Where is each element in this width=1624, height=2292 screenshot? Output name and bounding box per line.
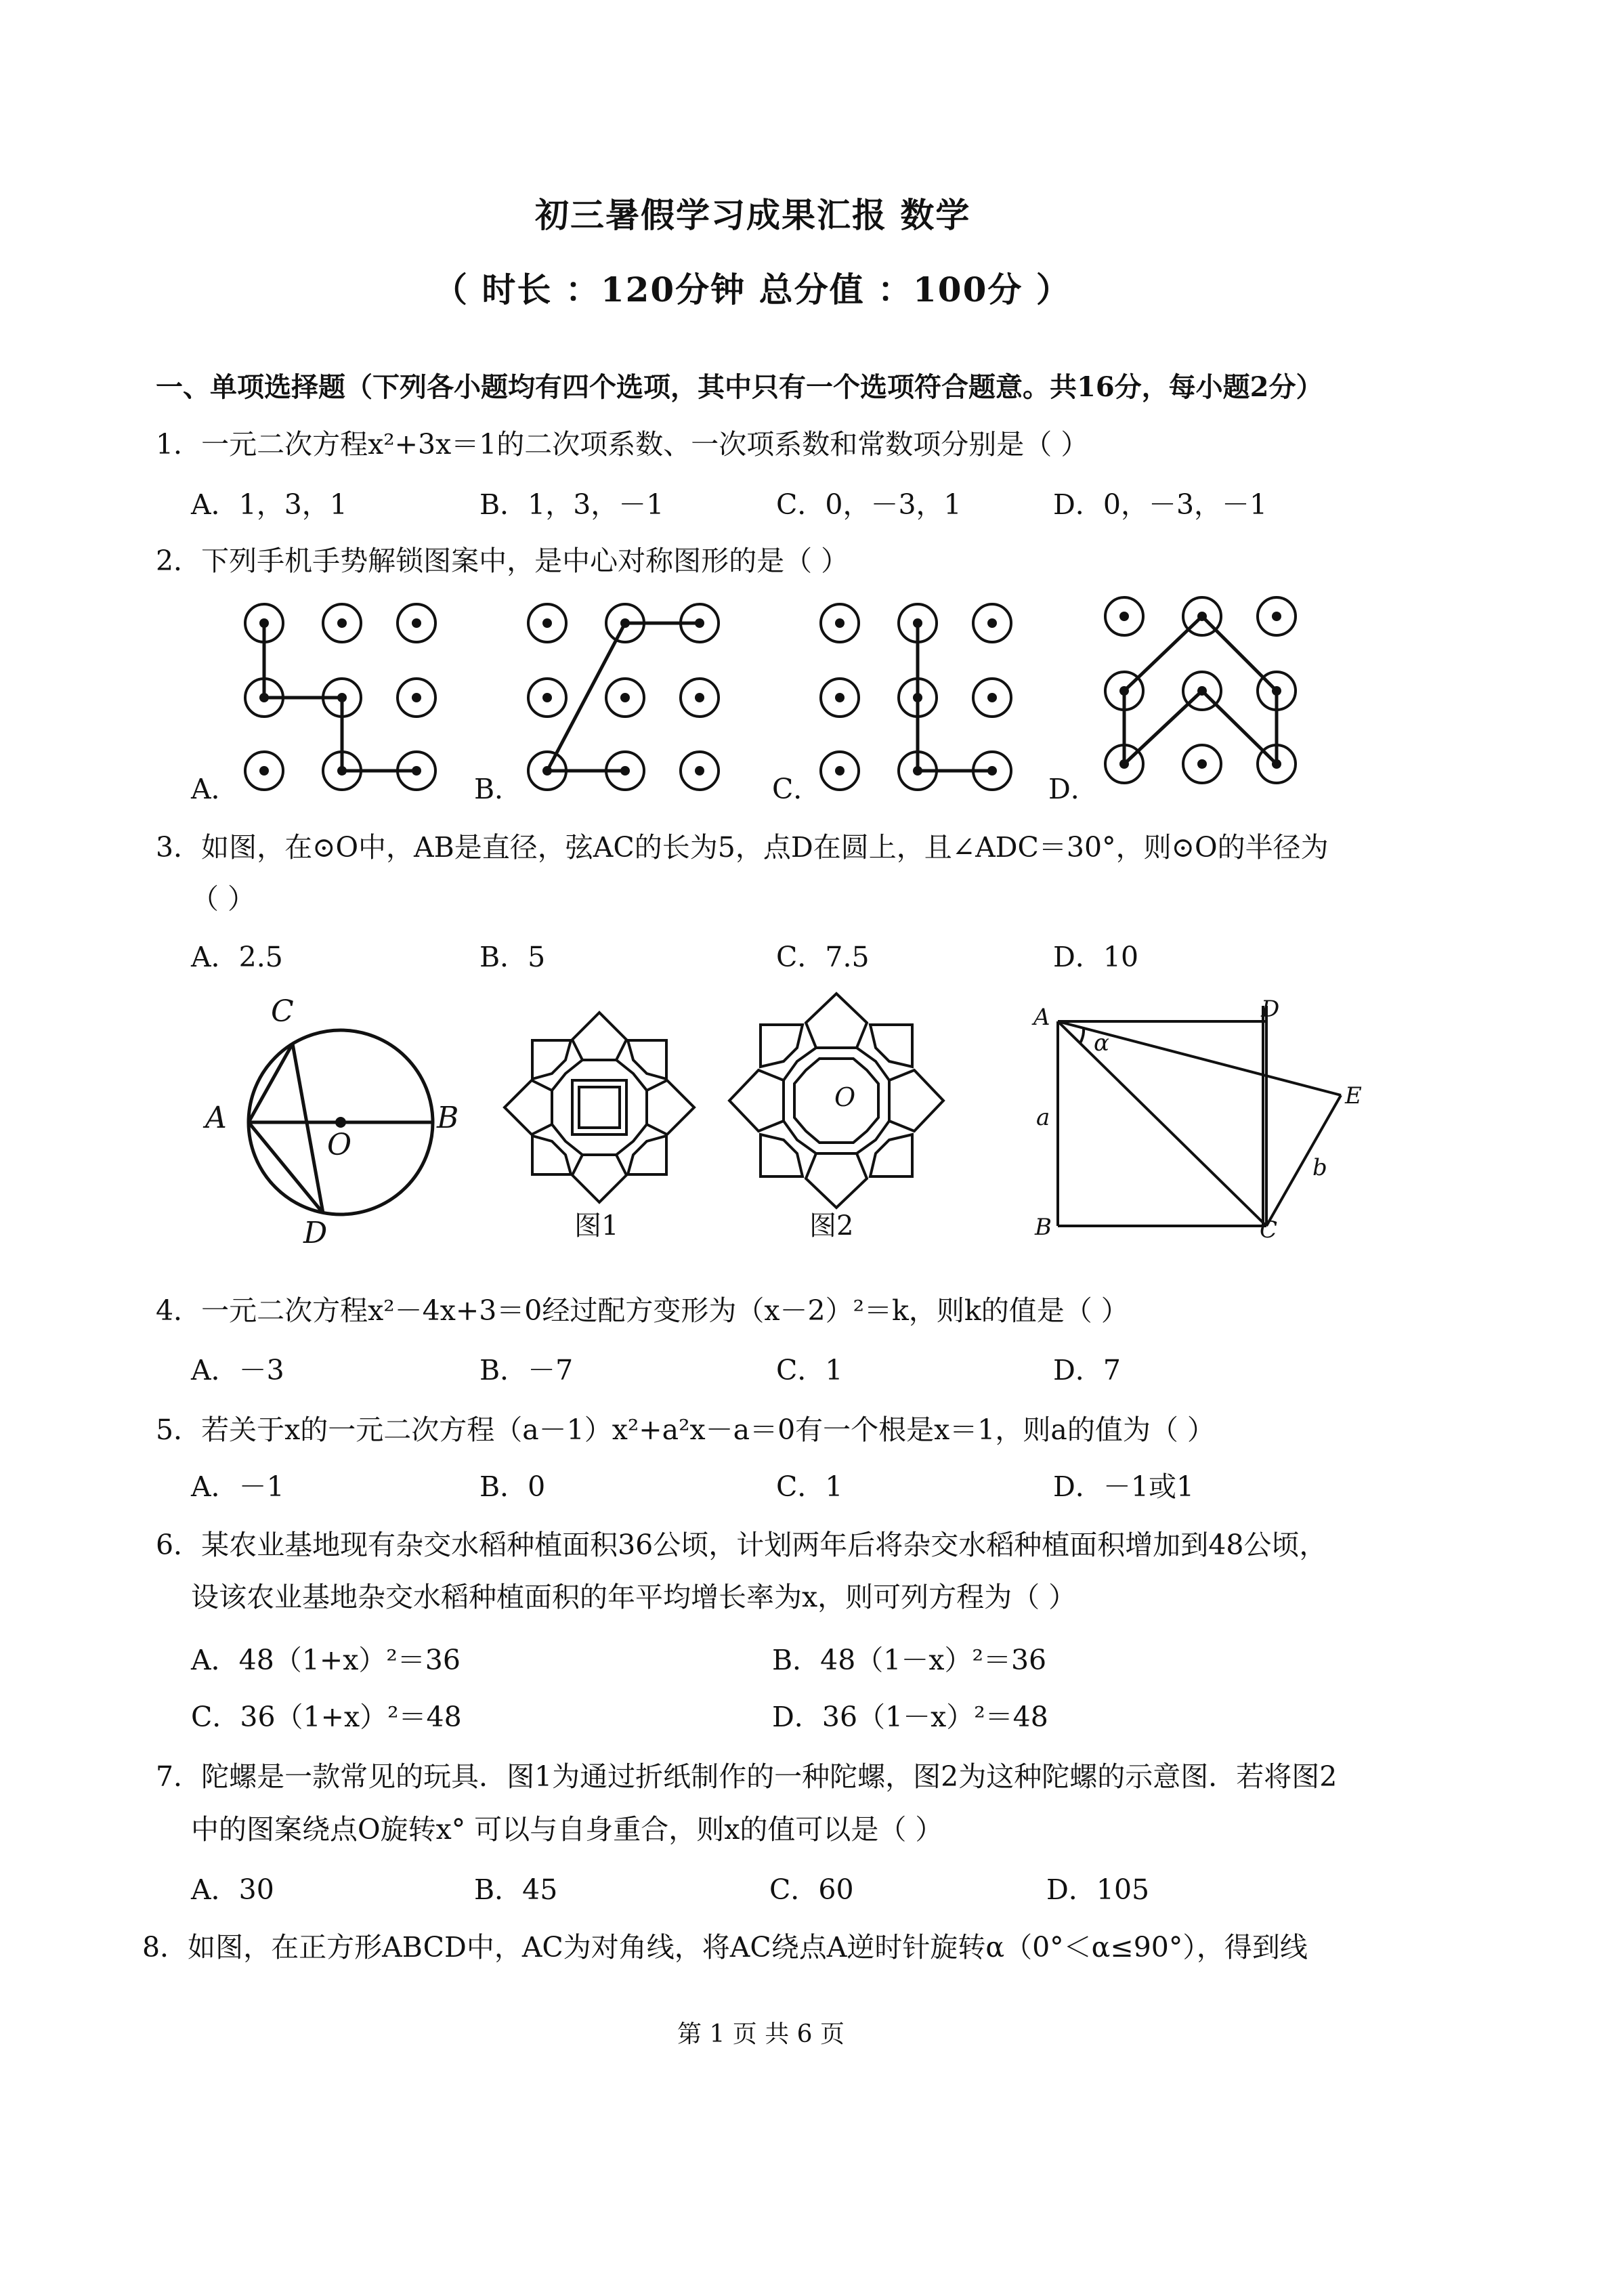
q4-option-b[interactable]: B．－7 <box>479 1354 574 1386</box>
q3-option-a[interactable]: A．2.5 <box>191 941 283 973</box>
q4-option-d[interactable]: D．7 <box>1053 1354 1121 1386</box>
square-label-c: C <box>1260 1216 1278 1244</box>
figure-1-spinner <box>505 1009 694 1206</box>
circle-label-c: C <box>271 994 294 1029</box>
question-1-stem: 1．一元二次方程x²+3x＝1的二次项系数、一次项系数和常数项分别是（ ） <box>156 428 1089 461</box>
q2-option-a-label: A． <box>191 773 239 805</box>
square-label-d: D <box>1261 996 1280 1023</box>
question-3-stem: 3．如图，在⊙O中，AB是直径，弦AC的长为5，点D在圆上，且∠ADC＝30°，则⊙O的半径为 <box>156 831 1329 864</box>
q1-option-c[interactable]: C．0，－3，1 <box>776 488 962 521</box>
square-label-side-b: b <box>1312 1154 1327 1181</box>
q5-option-b[interactable]: B．0 <box>479 1470 546 1503</box>
unlock-pattern-b[interactable] <box>513 596 730 792</box>
q4-option-c[interactable]: C．1 <box>776 1354 843 1386</box>
question-7-stem-cont: 中的图案绕点O旋转x° 可以与自身重合，则x的值可以是（ ） <box>191 1813 943 1846</box>
q6-option-b[interactable]: B．48（1－x）²＝36 <box>772 1644 1047 1676</box>
q5-option-d[interactable]: D．－1或1 <box>1053 1470 1195 1503</box>
q7-option-c[interactable]: C．60 <box>769 1873 854 1906</box>
unlock-pattern-c[interactable] <box>806 596 1023 792</box>
q1-option-b[interactable]: B．1，3，－1 <box>479 488 664 521</box>
section-heading: 一、单项选择题（下列各小题均有四个选项，其中只有一个选项符合题意。共16分，每小题2分） <box>156 371 1323 403</box>
question-6-stem-cont: 设该农业基地杂交水稻种植面积的年平均增长率为x，则可列方程为（ ） <box>191 1581 1077 1613</box>
figure-1-caption: 图1 <box>574 1210 619 1242</box>
q4-option-a[interactable]: A．－3 <box>191 1354 284 1386</box>
q6-option-a[interactable]: A．48（1+x）²＝36 <box>191 1644 461 1676</box>
square-label-b: B <box>1035 1214 1052 1241</box>
q6-option-c[interactable]: C．36（1+x）²＝48 <box>191 1701 462 1733</box>
q5-option-c[interactable]: C．1 <box>776 1470 843 1503</box>
exam-subtitle: （ 时长 ：120分钟 总分值 ：100分 ） <box>433 270 1071 310</box>
q1-option-a[interactable]: A．1，3，1 <box>191 488 347 521</box>
question-3-stem-cont: （ ） <box>191 883 256 915</box>
question-4-stem: 4．一元二次方程x²－4x+3＝0经过配方变形为（x－2）²＝k，则k的值是（ ） <box>156 1294 1129 1327</box>
question-5-stem: 5．若关于x的一元二次方程（a－1）x²+a²x－a＝0有一个根是x＝1，则a的值为（ ） <box>156 1414 1215 1446</box>
circle-label-d: D <box>303 1216 328 1250</box>
circle-label-o: O <box>327 1128 352 1162</box>
q7-option-a[interactable]: A．30 <box>191 1873 274 1906</box>
q5-option-a[interactable]: A．－1 <box>191 1470 284 1503</box>
page-number: 第 1 页 共 6 页 <box>677 2020 845 2048</box>
q6-option-d[interactable]: D．36（1－x）²＝48 <box>772 1701 1048 1733</box>
square-label-alpha: α <box>1094 1030 1109 1057</box>
question-2-stem: 2．下列手机手势解锁图案中，是中心对称图形的是（ ） <box>156 545 849 577</box>
square-rotation-diagram <box>1043 1002 1361 1246</box>
circle-label-a: A <box>205 1101 227 1135</box>
square-label-a: A <box>1033 1004 1050 1031</box>
q7-option-b[interactable]: B．45 <box>474 1873 558 1906</box>
figure-2-center-label: O <box>834 1082 856 1112</box>
circle-label-b: B <box>437 1101 459 1135</box>
q3-option-b[interactable]: B．5 <box>479 941 546 973</box>
q3-option-c[interactable]: C．7.5 <box>776 941 870 973</box>
q7-option-d[interactable]: D．105 <box>1046 1873 1150 1906</box>
question-8-stem: 8．如图，在正方形ABCD中，AC为对角线，将AC绕点A逆时针旋转α（0°＜α≤90°），得到线 <box>142 1931 1308 1964</box>
question-6-stem: 6．某农业基地现有杂交水稻种植面积36公顷，计划两年后将杂交水稻种植面积增加到48公顷， <box>156 1529 1327 1561</box>
figure-2-caption: 图2 <box>809 1210 854 1242</box>
square-label-side-a: a <box>1036 1104 1050 1131</box>
q3-option-d[interactable]: D．10 <box>1053 941 1139 973</box>
q2-option-d-label: D． <box>1048 773 1098 805</box>
q2-option-c-label: C． <box>772 773 821 805</box>
square-label-e: E <box>1345 1082 1362 1109</box>
q2-option-b-label: B． <box>474 773 523 805</box>
exam-title: 初三暑假学习成果汇报 数学 <box>535 195 971 235</box>
unlock-pattern-d[interactable] <box>1090 589 1307 792</box>
unlock-pattern-a[interactable] <box>230 596 447 792</box>
q1-option-d[interactable]: D．0，－3，－1 <box>1053 488 1268 521</box>
question-7-stem: 7．陀螺是一款常见的玩具．图1为通过折纸制作的一种陀螺，图2为这种陀螺的示意图．若将图2 <box>156 1760 1338 1793</box>
